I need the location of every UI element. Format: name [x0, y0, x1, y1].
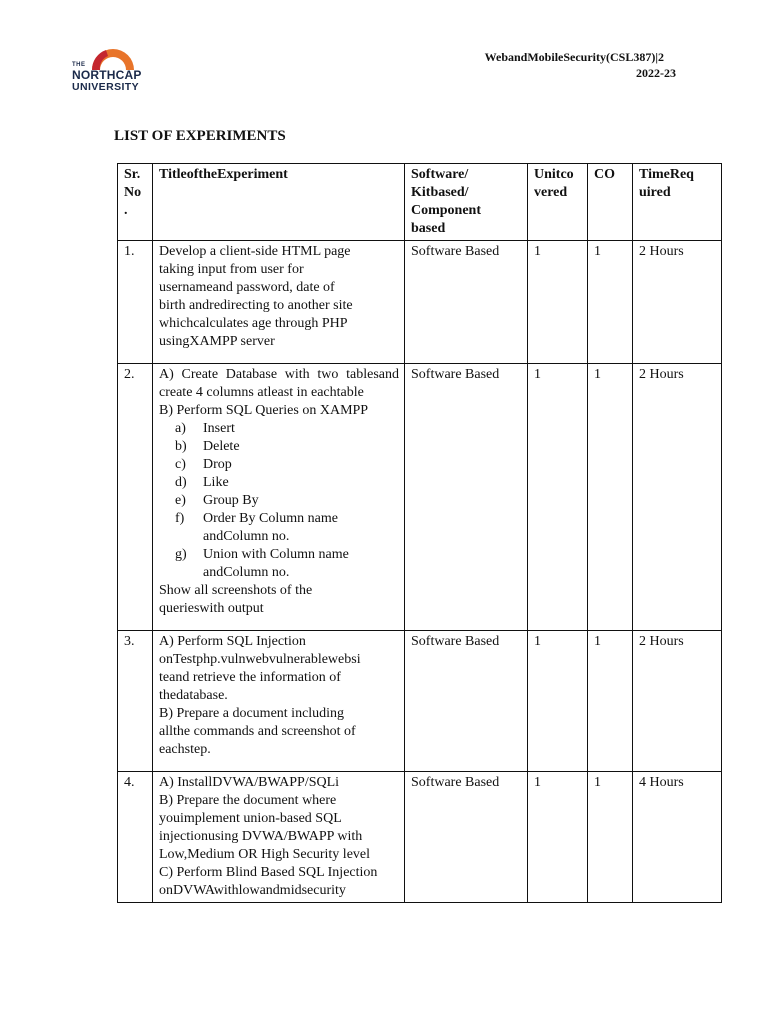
university-logo: [72, 46, 144, 96]
cell-time: 2 Hours: [633, 364, 722, 631]
list-item: a) Insert: [175, 421, 235, 436]
cell-unit: 1: [528, 631, 588, 772]
cell-sr: 1.: [118, 241, 153, 364]
list-item: f) Order By Column name andColumn no.: [175, 511, 338, 544]
table-row: [118, 631, 722, 772]
cell-unit: 1: [528, 241, 588, 364]
table-row: [118, 772, 722, 903]
cell-co: 1: [588, 772, 633, 903]
header-software: Software/ Kitbased/ Component based: [405, 164, 528, 241]
cell-co: 1: [588, 631, 633, 772]
cell-software: Software Based: [405, 772, 528, 903]
header-sr-no: Sr. No .: [118, 164, 153, 241]
list-item: c) Drop: [175, 457, 232, 472]
header-co: CO: [588, 164, 633, 241]
table-header-row: [118, 164, 722, 241]
logo-arch-icon: [86, 46, 140, 70]
cell-unit: 1: [528, 772, 588, 903]
table-row: [118, 364, 722, 631]
header-unit-covered: Unitco vered: [528, 164, 588, 241]
cell-co: 1: [588, 241, 633, 364]
logo-line-the: THE: [72, 62, 86, 68]
table-row: [118, 241, 722, 364]
cell-co: 1: [588, 364, 633, 631]
cell-software: Software Based: [405, 631, 528, 772]
list-item: b) Delete: [175, 439, 240, 454]
logo-line-northcap: NORTHCAP: [72, 68, 142, 82]
cell-time: 2 Hours: [633, 241, 722, 364]
cell-title: A) Perform SQL Injection onTestphp.vulnwebvulnerablewebsi teand retrieve the information of thedatabase. B) Prepare a document including allthe commands and screenshot of eachstep.: [153, 631, 405, 772]
cell-sr: 4.: [118, 772, 153, 903]
list-item: d) Like: [175, 475, 229, 490]
cell-software: Software Based: [405, 241, 528, 364]
list-item: e) Group By: [175, 493, 259, 508]
page-title: LIST OF EXPERIMENTS: [114, 128, 286, 144]
cell-sr: 2.: [118, 364, 153, 631]
cell-title: A) Create Database with two tablesand create 4 columns atleast in eachtable B) Perform SQL Queries on XAMPP a) Insert b) Delete c) Drop d) Like e) Group By f) Order By Column name andColumn no. g) Union with Column name andColumn no. Show all screenshots of the querieswith output: [153, 364, 405, 631]
cell-software: Software Based: [405, 364, 528, 631]
logo-line-university: UNIVERSITY: [72, 81, 140, 93]
cell-time: 4 Hours: [633, 772, 722, 903]
list-item: g) Union with Column name andColumn no.: [175, 547, 349, 580]
cell-unit: 1: [528, 364, 588, 631]
academic-year: 2022-23: [636, 66, 676, 80]
course-code: WebandMobileSecurity(CSL387)|2: [484, 50, 664, 64]
header-title: TitleoftheExperiment: [153, 164, 405, 241]
experiments-table: [117, 163, 722, 903]
sql-query-list: [159, 420, 399, 582]
cell-time: 2 Hours: [633, 631, 722, 772]
cell-title: Develop a client-side HTML page taking input from user for usernameand password, date of birth andredirecting to another site whichcalculates age through PHP usingXAMPP server: [153, 241, 405, 364]
cell-title: A) InstallDVWA/BWAPP/SQLi B) Prepare the document where youimplement union-based SQL injectionusing DVWA/BWAPP with Low,Medium OR High Security level C) Perform Blind Based SQL Injection onDVWAwithlowandmidsecurity: [153, 772, 405, 903]
header-time-required: TimeReq uired: [633, 164, 722, 241]
cell-sr: 3.: [118, 631, 153, 772]
